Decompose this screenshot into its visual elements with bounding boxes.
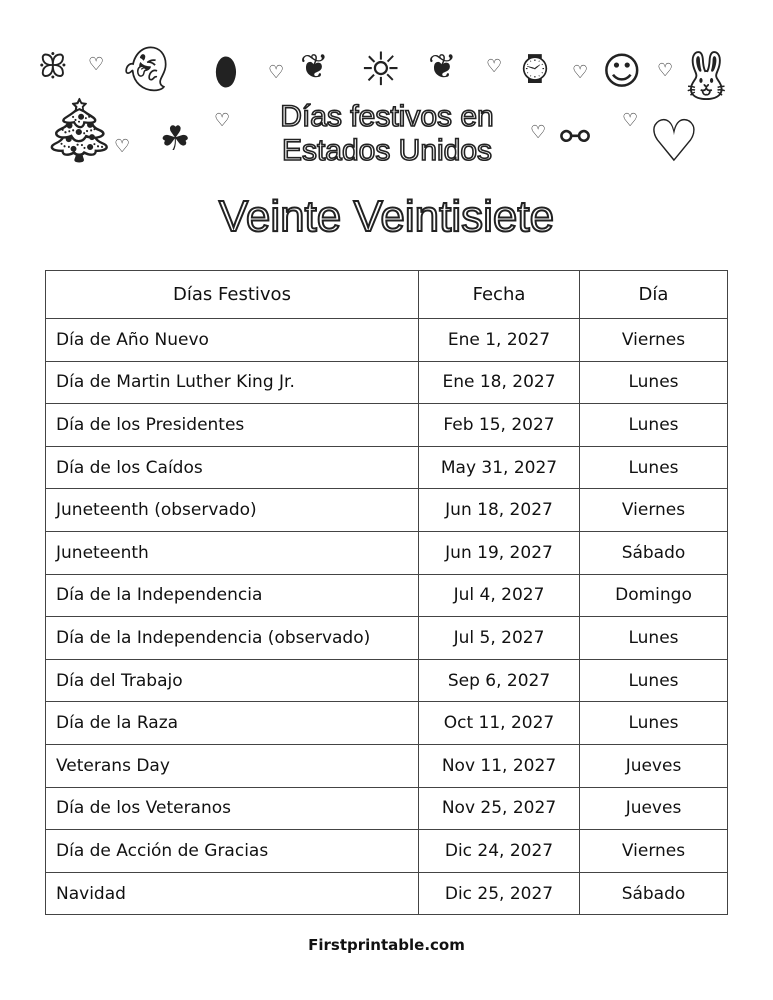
holiday-name: Día de la Independencia (observado) bbox=[46, 617, 419, 660]
holiday-date: Jul 5, 2027 bbox=[419, 617, 580, 660]
holiday-weekday: Lunes bbox=[580, 659, 728, 702]
heart-gift-icon: ♡ bbox=[648, 107, 700, 175]
holiday-date: Oct 11, 2027 bbox=[419, 702, 580, 745]
leaf-icon: ❦ bbox=[428, 47, 457, 87]
holiday-name: Día del Trabajo bbox=[46, 659, 419, 702]
table-row bbox=[46, 531, 728, 574]
subtitle bbox=[256, 100, 518, 168]
acorn-icon: ⬮ bbox=[214, 49, 238, 93]
subtitle-line-1: Días festivos en bbox=[280, 100, 494, 133]
holiday-weekday: Lunes bbox=[580, 446, 728, 489]
footer-site: Firstprintable.com bbox=[308, 936, 465, 954]
holiday-weekday: Sábado bbox=[580, 872, 728, 915]
table-header-row bbox=[46, 271, 728, 319]
heart-icon: ♡ bbox=[214, 110, 231, 131]
page-title: Veinte Veintisiete bbox=[218, 192, 555, 241]
table-row bbox=[46, 489, 728, 532]
holiday-date: Nov 11, 2027 bbox=[419, 744, 580, 787]
christmas-tree-icon: 🎄︎ bbox=[40, 94, 119, 167]
table-row bbox=[46, 702, 728, 745]
heart-icon: ♡ bbox=[530, 122, 547, 143]
sunglasses-icon: ⚯ bbox=[560, 117, 591, 158]
holiday-weekday: Jueves bbox=[580, 744, 728, 787]
holiday-weekday: Viernes bbox=[580, 830, 728, 873]
heart-icon: ♡ bbox=[572, 62, 589, 83]
holiday-name: Día de Martin Luther King Jr. bbox=[46, 361, 419, 404]
holiday-date: Ene 18, 2027 bbox=[419, 361, 580, 404]
holiday-name: Navidad bbox=[46, 872, 419, 915]
holiday-weekday: Domingo bbox=[580, 574, 728, 617]
holiday-name: Día de Año Nuevo bbox=[46, 319, 419, 362]
table-row bbox=[46, 319, 728, 362]
holiday-weekday: Viernes bbox=[580, 319, 728, 362]
table-row bbox=[46, 787, 728, 830]
ghost-icon: 👻︎ bbox=[118, 44, 174, 95]
table-row bbox=[46, 659, 728, 702]
holiday-weekday: Lunes bbox=[580, 404, 728, 447]
holiday-date: Ene 1, 2027 bbox=[419, 319, 580, 362]
holiday-name: Día de la Raza bbox=[46, 702, 419, 745]
table-row bbox=[46, 361, 728, 404]
heart-icon: ♡ bbox=[486, 56, 503, 77]
heart-icon: ♡ bbox=[268, 62, 285, 83]
butterfly-icon: ꕥ bbox=[38, 47, 68, 85]
table-row bbox=[46, 446, 728, 489]
table-row bbox=[46, 830, 728, 873]
watch-icon: ⌚︎ bbox=[514, 46, 557, 95]
table-row bbox=[46, 404, 728, 447]
column-header-holiday: Días Festivos bbox=[46, 271, 419, 319]
holiday-date: Feb 15, 2027 bbox=[419, 404, 580, 447]
holiday-date: Jun 19, 2027 bbox=[419, 531, 580, 574]
holiday-date: Sep 6, 2027 bbox=[419, 659, 580, 702]
table-row bbox=[46, 872, 728, 915]
holiday-name: Día de Acción de Gracias bbox=[46, 830, 419, 873]
holidays-table bbox=[45, 270, 728, 915]
table-row bbox=[46, 617, 728, 660]
subtitle-line-2: Estados Unidos bbox=[281, 134, 493, 167]
holiday-weekday: Viernes bbox=[580, 489, 728, 532]
holiday-weekday: Lunes bbox=[580, 702, 728, 745]
holiday-weekday: Jueves bbox=[580, 787, 728, 830]
holiday-name: Juneteenth bbox=[46, 531, 419, 574]
holiday-weekday: Lunes bbox=[580, 617, 728, 660]
holiday-name: Día de los Caídos bbox=[46, 446, 419, 489]
clover-icon: ☘ bbox=[160, 119, 191, 159]
heart-icon: ♡ bbox=[657, 60, 674, 81]
holiday-date: Dic 24, 2027 bbox=[419, 830, 580, 873]
holiday-date: Nov 25, 2027 bbox=[419, 787, 580, 830]
heart-icon: ♡ bbox=[622, 110, 639, 131]
table-row bbox=[46, 744, 728, 787]
bunny-icon: 🐰︎ bbox=[676, 48, 737, 104]
holiday-name: Día de la Independencia bbox=[46, 574, 419, 617]
holiday-date: Jun 18, 2027 bbox=[419, 489, 580, 532]
holiday-name: Veterans Day bbox=[46, 744, 419, 787]
reindeer-icon: ☺ bbox=[602, 49, 642, 93]
sun-icon: ☼ bbox=[360, 42, 402, 96]
table-row bbox=[46, 574, 728, 617]
column-header-date: Fecha bbox=[419, 271, 580, 319]
holiday-name: Juneteenth (observado) bbox=[46, 489, 419, 532]
holiday-weekday: Lunes bbox=[580, 361, 728, 404]
heart-icon: ♡ bbox=[114, 136, 131, 157]
holiday-name: Día de los Veteranos bbox=[46, 787, 419, 830]
holiday-weekday: Sábado bbox=[580, 531, 728, 574]
holiday-name: Día de los Presidentes bbox=[46, 404, 419, 447]
heart-icon: ♡ bbox=[88, 54, 105, 75]
leaf-icon: ❦ bbox=[300, 47, 329, 87]
holiday-date: Dic 25, 2027 bbox=[419, 872, 580, 915]
holiday-date: May 31, 2027 bbox=[419, 446, 580, 489]
column-header-day: Día bbox=[580, 271, 728, 319]
holiday-date: Jul 4, 2027 bbox=[419, 574, 580, 617]
